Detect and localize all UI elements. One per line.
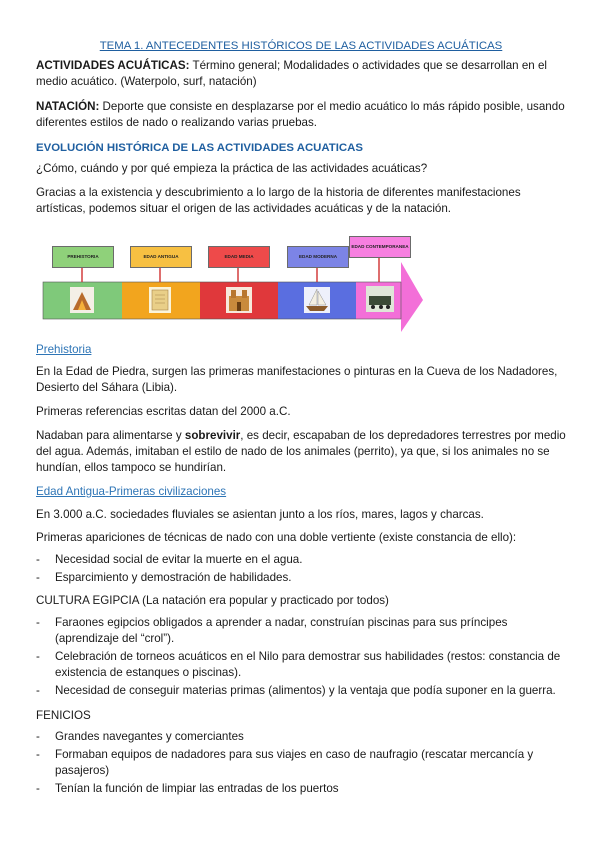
definition-actividades — [36, 58, 566, 90]
antigua-paragraph-1: En 3.000 a.C. sociedades fluviales se asientan junto a los ríos, mares, lagos y charcas. — [36, 508, 484, 521]
train-picture — [366, 286, 394, 312]
castle-picture — [226, 287, 252, 313]
list-vertientes — [36, 552, 566, 588]
list-item: - Tenían la función de limpiar las entradas de los puertos — [36, 781, 566, 797]
definition-term: ACTIVIDADES ACUÁTICAS: — [36, 59, 190, 72]
prehistoria-paragraph-2: Primeras referencias escritas datan del 2000 a.C. — [36, 405, 291, 418]
list-item: - Necesidad de conseguir materias primas (alimentos) y la ventaja que podía suponer en la guerra. — [36, 683, 566, 699]
list-item: - Faraones egipcios obligados a aprender a nadar, construían piscinas para sus príncipes (aprendizaje del “crol”). — [36, 615, 566, 647]
definition-text: Deporte que consiste en desplazarse por el medio acuático lo más rápido posible, usando diferentes estilos de nado o realizando varias pruebas. — [36, 100, 565, 129]
definition-natacion — [36, 99, 566, 131]
list-item: - Formaban equipos de nadadores para sus viajes en caso de naufragio (rescatar mercancía y pasajeros) — [36, 747, 566, 779]
timeline-label-contemporanea: EDAD CONTEMPORANEA — [349, 236, 411, 258]
section-heading: EVOLUCIÓN HISTÓRICA DE LAS ACTIVIDADES ACUATICAS — [36, 142, 363, 154]
question-paragraph: ¿Cómo, cuándo y por qué empieza la práctica de las actividades acuáticas? — [36, 162, 428, 175]
prehistoria-paragraph-1: En la Edad de Piedra, surgen las primeras manifestaciones o pinturas en la Cueva de los Nadadores, Desierto del Sáhara (Libia). — [36, 365, 558, 394]
ship-picture — [304, 287, 330, 313]
timeline-label-antigua: EDAD ANTIGUA — [130, 246, 192, 268]
heading-edad-antigua: Edad Antigua-Primeras civilizaciones — [36, 485, 227, 498]
scroll-picture — [149, 287, 171, 313]
timeline-graphic — [36, 226, 426, 336]
intro-paragraph: Gracias a la existencia y descubrimiento a lo largo de la historia de diferentes manifestaciones artísticas, podemos situar el origen de las actividades acuáticas y de la natación. — [36, 186, 521, 215]
heading-prehistoria: Prehistoria — [36, 343, 92, 356]
cave-fire-picture — [70, 287, 94, 313]
fenicios-heading: FENICIOS — [36, 709, 91, 722]
definition-term: NATACIÓN: — [36, 100, 100, 113]
list-item: - Esparcimiento y demostración de habilidades. — [36, 570, 566, 586]
definition-text: Término general; Modalidades o actividades que se desarrollan en el medio acuático. (Waterpolo, surf, natación) — [36, 59, 547, 88]
list-item: - Necesidad social de evitar la muerte en el agua. — [36, 552, 566, 568]
timeline-label-media: EDAD MEDIA — [208, 246, 270, 268]
antigua-paragraph-2: Primeras apariciones de técnicas de nado con una doble vertiente (existe constancia de ello): — [36, 531, 517, 544]
list-item: - Grandes navegantes y comerciantes — [36, 729, 566, 745]
list-egipcia — [36, 615, 566, 701]
timeline-label-prehistoria: PREHISTORIA — [52, 246, 114, 268]
list-fenicios — [36, 729, 566, 799]
list-item: - Celebración de torneos acuáticos en el Nilo para demostrar sus habilidades (restos: constancia de existencia de estanques o piscinas). — [36, 649, 566, 681]
cultura-egipcia-heading: CULTURA EGIPCIA (La natación era popular y practicado por todos) — [36, 594, 389, 607]
prehistoria-paragraph-3: Nadaban para alimentarse y sobrevivir, es decir, escapaban de los depredadores terrestres por medio del agua. Además, imitaban el estilo de nado de los animales (perrito), ya que, si los animales no se hundían, ellos tampoco se hundirían. — [36, 429, 566, 474]
page-title: TEMA 1. ANTECEDENTES HISTÓRICOS DE LAS ACTIVIDADES ACUÁTICAS — [99, 40, 503, 52]
timeline-label-moderna: EDAD MODERNA — [287, 246, 349, 268]
